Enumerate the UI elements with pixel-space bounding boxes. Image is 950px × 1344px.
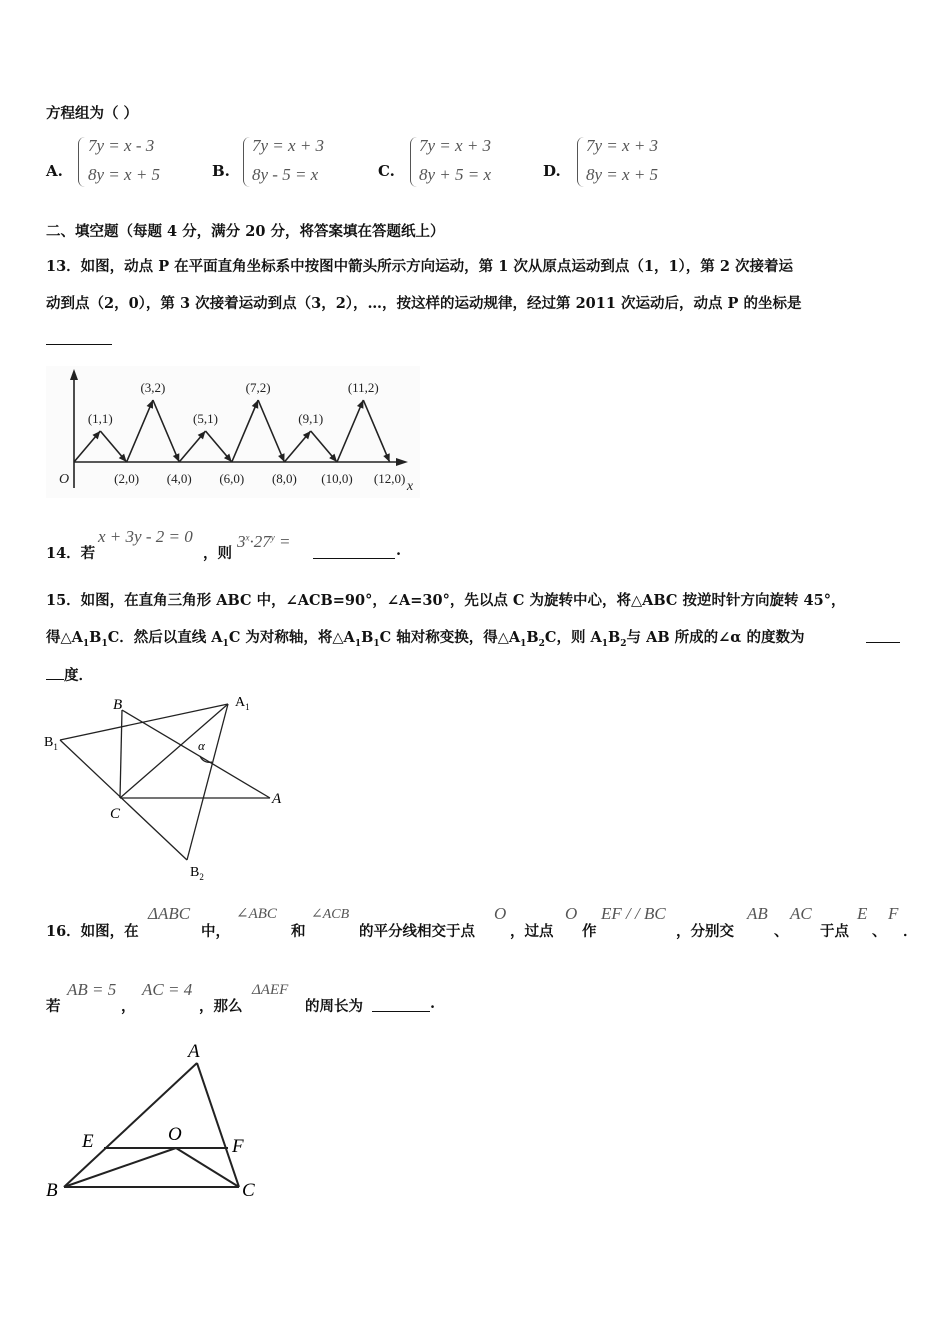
- point-label-bottom: (2,0): [114, 471, 140, 486]
- option-letter: A.: [46, 162, 63, 180]
- equation: 7y = x - 3: [88, 136, 155, 155]
- q13-figure: [46, 366, 420, 498]
- q16-parallel: EF / / BC: [601, 904, 666, 923]
- label-B2: $B_2$: [190, 865, 204, 882]
- q16-text: 、: [872, 923, 887, 940]
- q14-period: .: [396, 542, 402, 559]
- label-F: F: [232, 1136, 244, 1157]
- point-label-top: (7,2): [245, 380, 271, 395]
- q16-text: ，: [121, 998, 136, 1015]
- q16-figure: [42, 1036, 272, 1208]
- q15-line3: 度．: [64, 667, 93, 684]
- q16-triangle: ΔABC: [148, 904, 191, 923]
- section-title: 二、填空题（每题 4 分，满分 20 分，将答案填在答题纸上）: [46, 223, 445, 240]
- q14-expression: $3^x\cdot 27^y$ =: [237, 532, 291, 551]
- brace-icon: [243, 137, 250, 187]
- label-C: C: [110, 806, 121, 822]
- label-B1: $B_1$: [44, 735, 58, 752]
- label-B: B: [113, 697, 123, 713]
- q16-prefix: 16．如图，在: [46, 923, 139, 940]
- brace-icon: [410, 137, 417, 187]
- answer-blank[interactable]: [866, 628, 900, 643]
- equation: 8y - 5 = x: [252, 165, 319, 184]
- point-label-bottom: (4,0): [166, 471, 192, 486]
- q14-prefix: 14．若: [46, 545, 96, 562]
- point-label-bottom: (8,0): [271, 471, 297, 486]
- q16-text: 的平分线相交于点: [359, 923, 475, 940]
- q14-mid: ，则: [203, 545, 232, 562]
- q16-text: 的周长为: [305, 998, 363, 1015]
- equation: 8y + 5 = x: [419, 165, 492, 184]
- equation: 7y = x + 3: [586, 136, 659, 155]
- axis-x-label: x: [406, 479, 414, 494]
- point-label-bottom: (10,0): [321, 471, 353, 486]
- q15-line1: 15．如图，在直角三角形 ABC 中，∠ACB=90°，∠A=30°，先以点 C 为旋转中心，将△ABC 按逆时针方向旋转 45°，: [46, 592, 846, 609]
- q16-text: ．: [903, 923, 918, 940]
- option-letter: D.: [543, 162, 561, 180]
- q16-text: 和: [291, 923, 306, 940]
- q16-text: 中，: [201, 923, 230, 940]
- q16-text: 于点: [820, 923, 849, 940]
- q15-figure: [40, 690, 300, 890]
- answer-blank[interactable]: [313, 544, 395, 559]
- q16-text: ，过点: [510, 923, 554, 940]
- q16-angle1: ∠ABC: [236, 906, 277, 922]
- q16-point-O: O: [565, 904, 578, 923]
- q16-text: ，分别交: [676, 923, 734, 940]
- q16-point-E: E: [857, 904, 868, 923]
- brace-icon: [577, 137, 584, 187]
- answer-blank[interactable]: [372, 997, 430, 1012]
- q16-text: 若: [46, 998, 61, 1015]
- point-label-top: (11,2): [347, 380, 379, 395]
- point-label-top: (5,1): [193, 411, 218, 426]
- label-alpha: α: [198, 738, 205, 753]
- q16-ab: AB = 5: [67, 980, 117, 999]
- answer-blank-cont[interactable]: [46, 665, 64, 680]
- answer-blank[interactable]: [46, 330, 112, 345]
- point-label-top: (1,1): [87, 411, 113, 426]
- q16-point-F: F: [888, 904, 899, 923]
- q15-line2: 得$\triangle A_1B_1C$．然后以直线 $A_1C$ 为对称轴，将$\triangle A_1B_1C$ 轴对称变换，得$\triangle A_1B_2C$，则 $A_1B_2$与 AB 所成的∠α 的度数为: [46, 629, 805, 649]
- label-A: A: [272, 791, 282, 807]
- label-C: C: [242, 1180, 255, 1201]
- option-letter: B.: [212, 162, 230, 180]
- q16-seg-AB: AB: [747, 904, 768, 923]
- point-label-bottom: (12,0): [373, 471, 406, 486]
- label-O: O: [168, 1124, 182, 1145]
- equation: 8y = x + 5: [88, 165, 161, 184]
- point-label-bottom: (6,0): [219, 471, 245, 486]
- q16-ac: AC = 4: [142, 980, 193, 999]
- q16-text: 作: [582, 923, 597, 940]
- q16-aef: ΔAEF: [252, 982, 289, 998]
- q16-angle2: ∠ACB: [311, 907, 350, 922]
- option-letter: C.: [378, 162, 395, 180]
- q16-text: .: [430, 995, 436, 1012]
- q16-text: ，那么: [199, 998, 243, 1015]
- equation: 8y = x + 5: [586, 165, 659, 184]
- label-B: B: [46, 1180, 58, 1201]
- label-A: A: [188, 1041, 200, 1062]
- point-label-top: (3,2): [140, 380, 166, 395]
- q14-condition: x + 3y - 2 = 0: [98, 527, 193, 546]
- label-A1: $A_1$: [235, 695, 250, 712]
- equation: 7y = x + 3: [419, 136, 492, 155]
- q16-point-O: O: [494, 904, 507, 923]
- q13-line2: 动到点（2，0），第 3 次接着运动到点（3，2），…，按这样的运动规律，经过第 2011 次运动后，动点 P 的坐标是: [46, 295, 802, 312]
- equation: 7y = x + 3: [252, 136, 325, 155]
- q13-line1: 13．如图，动点 P 在平面直角坐标系中按图中箭头所示方向运动，第 1 次从原点运动到点（1，1），第 2 次接着运: [46, 258, 793, 275]
- point-label-top: (9,1): [298, 411, 324, 426]
- origin-label: O: [58, 472, 70, 487]
- q12-stem: 方程组为（ ）: [46, 105, 139, 122]
- label-E: E: [82, 1131, 94, 1152]
- q16-text: 、: [774, 923, 789, 940]
- q16-seg-AC: AC: [790, 904, 812, 923]
- brace-icon: [78, 137, 85, 187]
